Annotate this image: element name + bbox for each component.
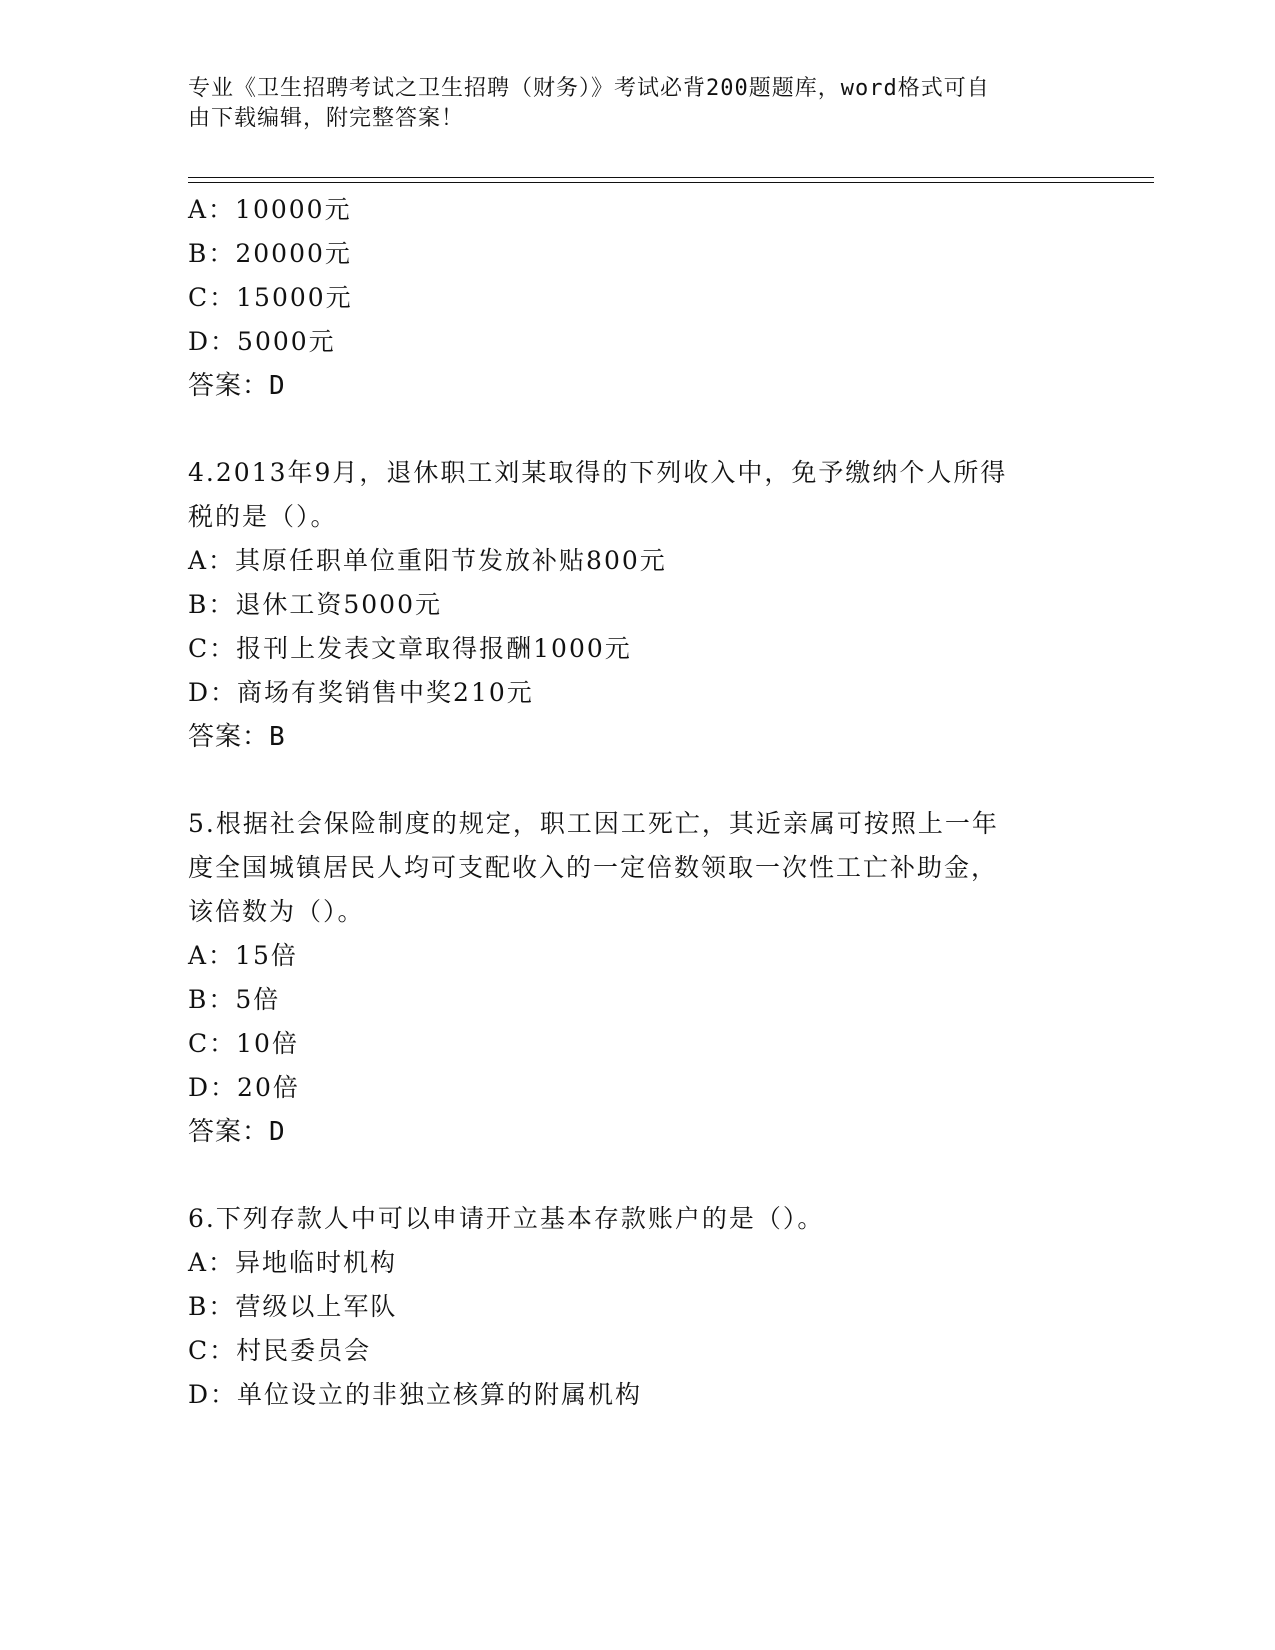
q6-stem-line-1: 6.下列存款人中可以申请开立基本存款账户的是（）。 [188,1204,825,1233]
q5-option-c: C：10倍 [188,1029,299,1058]
header-divider-bottom [188,182,1154,183]
header-divider-top [188,177,1154,178]
document-header [188,74,1068,134]
q5-option-a: A：15倍 [188,941,298,970]
q4-stem-line-1: 4.2013年9月，退休职工刘某取得的下列收入中，免予缴纳个人所得 [188,458,1008,487]
q5-stem-line-2: 度全国城镇居民人均可支配收入的一定倍数领取一次性工亡补助金， [188,853,999,882]
q4-stem-line-2: 税的是（）。 [188,502,338,531]
q6-option-d: D：单位设立的非独立核算的附属机构 [188,1380,643,1409]
q3-option-d: D：5000元 [188,327,336,356]
q3-option-b: B：20000元 [188,239,352,268]
q3-answer: 答案：D [188,371,286,401]
header-line-1: 专业《卫生招聘考试之卫生招聘（财务）》考试必背200题题库，word格式可自 [188,76,990,101]
q5-answer: 答案：D [188,1117,286,1147]
q3-option-a: A：10000元 [188,195,352,224]
header-line-2: 由下载编辑，附完整答案！ [188,106,465,131]
q5-stem-line-1: 5.根据社会保险制度的规定，职工因工死亡，其近亲属可按照上一年 [188,809,999,838]
q4-option-c: C：报刊上发表文章取得报酬1000元 [188,634,632,663]
q6-option-c: C：村民委员会 [188,1336,372,1365]
q4-answer: 答案：B [188,722,286,752]
q5-option-d: D：20倍 [188,1073,300,1102]
q4-option-d: D：商场有奖销售中奖210元 [188,678,534,707]
q5-stem-line-3: 该倍数为（）。 [188,897,365,926]
q4-option-b: B：退休工资5000元 [188,590,442,619]
q3-option-c: C：15000元 [188,283,353,312]
q6-option-a: A：异地临时机构 [188,1248,398,1277]
q6-option-b: B：营级以上军队 [188,1292,398,1321]
q5-option-b: B：5倍 [188,985,281,1014]
q4-option-a: A：其原任职单位重阳节发放补贴800元 [188,546,667,575]
